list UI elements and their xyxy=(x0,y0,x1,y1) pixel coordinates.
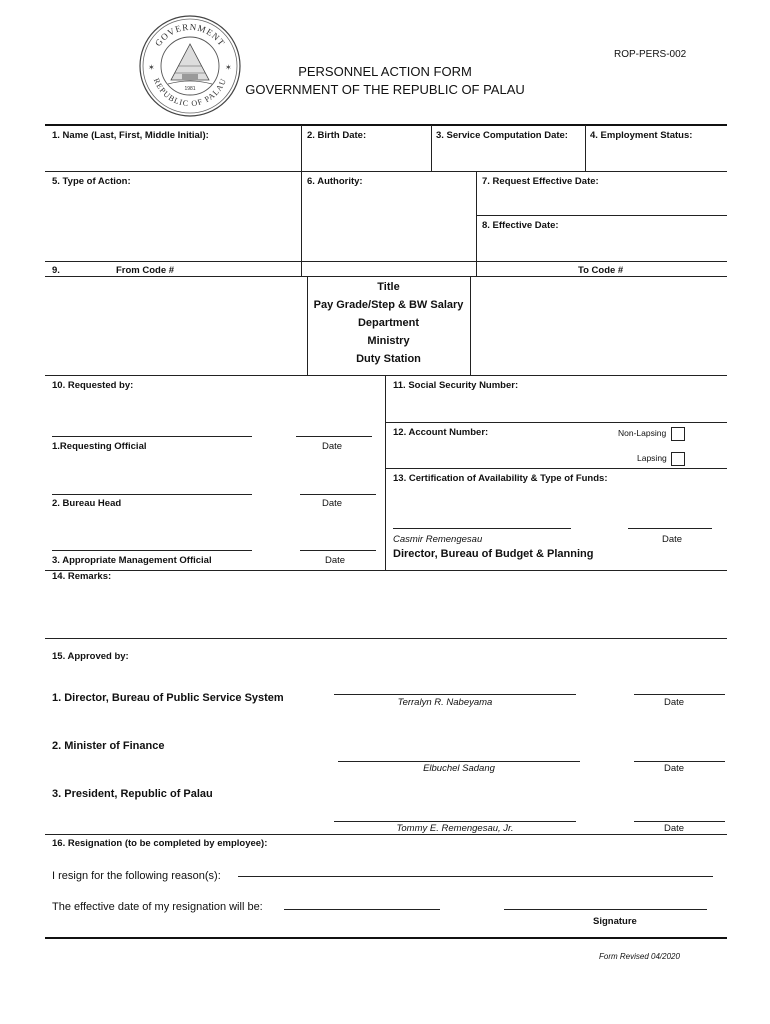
birth-date-label: 2. Birth Date: xyxy=(307,130,367,141)
duty-station-label: Duty Station xyxy=(356,353,421,365)
resign-effective-date-line[interactable] xyxy=(284,909,440,910)
authority-label: 6. Authority: xyxy=(307,176,363,187)
seal-top-text: GOVERNMENT xyxy=(152,21,228,49)
service-date-label: 3. Service Computation Date: xyxy=(436,130,568,141)
non-lapsing-label: Non-Lapsing xyxy=(618,428,667,438)
resignation-label: 16. Resignation (to be completed by employee): xyxy=(52,838,268,849)
resign-signature-line[interactable] xyxy=(504,909,707,910)
requesting-official-date: Date xyxy=(322,441,343,452)
from-code-label: From Code # xyxy=(116,265,175,276)
certification-label: 13. Certification of Availability & Type of Funds: xyxy=(393,473,608,484)
government-seal-icon xyxy=(138,14,242,118)
lapsing-checkbox[interactable] xyxy=(671,452,685,466)
approver-1-date: Date xyxy=(664,697,685,708)
name-label: 1. Name (Last, First, Middle Initial): xyxy=(52,130,209,141)
approved-by-label: 15. Approved by: xyxy=(52,651,129,662)
item-9-label: 9. xyxy=(52,265,60,276)
department-label: Department xyxy=(357,317,420,329)
svg-text:✶: ✶ xyxy=(148,63,155,72)
account-number-label: 12. Account Number: xyxy=(393,427,489,438)
svg-text:✶: ✶ xyxy=(225,63,232,72)
lapsing-label: Lapsing xyxy=(637,453,667,463)
approver-2-role: 2. Minister of Finance xyxy=(52,740,165,752)
form-revision: Form Revised 04/2020 xyxy=(599,952,680,961)
form-subtitle: GOVERNMENT OF THE REPUBLIC OF PALAU xyxy=(245,82,525,97)
management-official-label: 3. Appropriate Management Official xyxy=(52,555,212,566)
resign-reason-line[interactable] xyxy=(238,876,713,877)
approver-3-date: Date xyxy=(664,823,685,834)
approver-2-date: Date xyxy=(664,763,685,774)
budget-director-title: Director, Bureau of Budget & Planning xyxy=(393,548,594,560)
requesting-official-label: 1.Requesting Official xyxy=(52,441,147,452)
type-of-action-label: 5. Type of Action: xyxy=(52,176,131,187)
effective-date-label: 8. Effective Date: xyxy=(482,220,559,231)
remarks-label: 14. Remarks: xyxy=(52,571,112,582)
signature-label: Signature xyxy=(593,916,637,927)
form-code: ROP-PERS-002 xyxy=(614,49,687,60)
ministry-label: Ministry xyxy=(367,335,410,347)
title-label: Title xyxy=(377,281,400,293)
approver-1-name: Terralyn R. Nabeyama xyxy=(397,697,493,708)
approver-2-name: Elbuchel Sadang xyxy=(423,763,495,774)
to-code-label: To Code # xyxy=(578,265,624,276)
form-title: PERSONNEL ACTION FORM xyxy=(298,64,472,79)
resign-reason-label: I resign for the following reason(s): xyxy=(52,870,221,882)
bureau-head-label: 2. Bureau Head xyxy=(52,498,122,509)
top-border xyxy=(45,124,727,126)
bureau-head-date: Date xyxy=(322,498,343,509)
employment-status-label: 4. Employment Status: xyxy=(590,130,693,141)
bottom-border xyxy=(45,937,727,939)
pay-grade-label: Pay Grade/Step & BW Salary xyxy=(313,299,464,311)
approver-3-role: 3. President, Republic of Palau xyxy=(52,788,213,800)
svg-text:REPUBLIC OF PALAU xyxy=(152,77,228,108)
approver-1-role: 1. Director, Bureau of Public Service System xyxy=(52,692,284,704)
budget-director-name: Casmir Remengesau xyxy=(393,534,483,545)
certification-date: Date xyxy=(662,534,683,545)
non-lapsing-checkbox[interactable] xyxy=(671,427,685,441)
seal-year: 1981 xyxy=(184,86,196,92)
management-official-date: Date xyxy=(325,555,346,566)
resign-effective-label: The effective date of my resignation will be: xyxy=(52,901,263,913)
approver-3-name: Tommy E. Remengesau, Jr. xyxy=(396,823,514,834)
seal-bottom-text: REPUBLIC OF PALAU xyxy=(151,76,229,109)
request-effective-date-label: 7. Request Effective Date: xyxy=(482,176,599,187)
requested-by-label: 10. Requested by: xyxy=(52,380,134,391)
ssn-label: 11. Social Security Number: xyxy=(393,380,519,391)
